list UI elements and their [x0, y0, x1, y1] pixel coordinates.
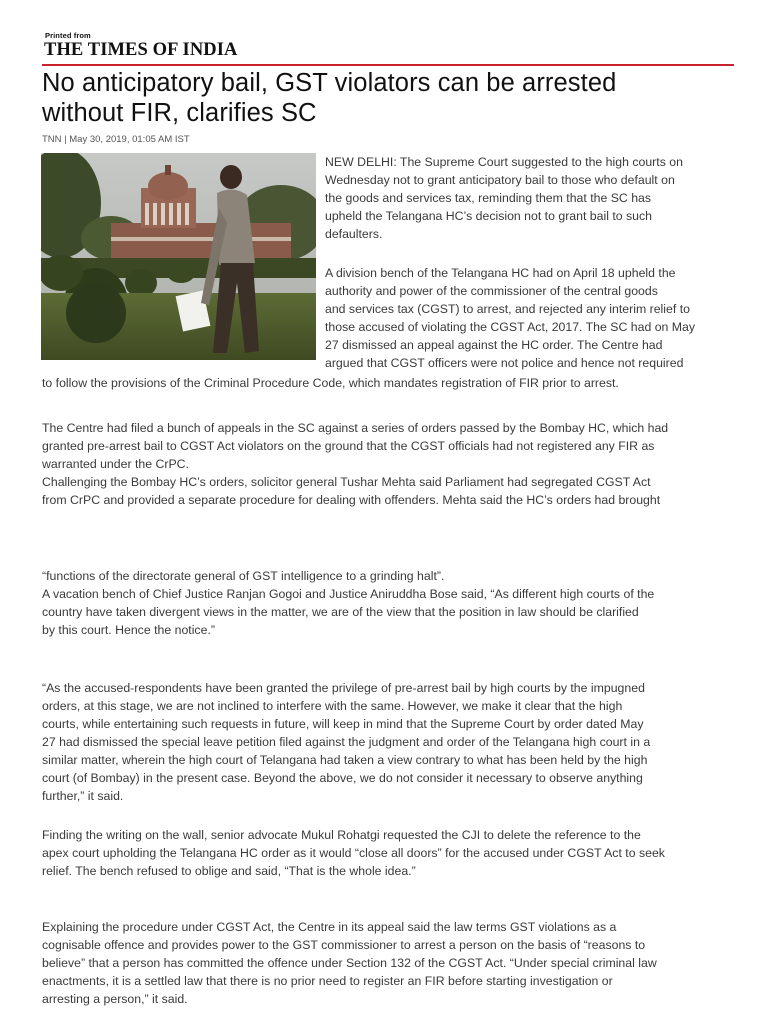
- text-line: from CrPC and provided a separate procedure for dealing with offenders. Mehta said the HC’s orders had brought: [42, 493, 661, 507]
- text-line: Challenging the Bombay HC’s orders, solicitor general Tushar Mehta said Parliament had segregated CGST Act: [42, 475, 651, 489]
- printed-from-label: Printed from: [45, 31, 91, 40]
- text-line: A vacation bench of Chief Justice Ranjan Gogoi and Justice Aniruddha Bose said, “As different high courts of the: [42, 587, 655, 601]
- text-line: cognisable offence and provides power to the GST commissioner to arrest a person on the basis of “reasons to: [42, 938, 646, 952]
- text-line: court (of Bombay) in the present case. Beyond the above, we do not consider it necessary to observe anything: [42, 771, 643, 785]
- paragraph-2: [325, 264, 730, 372]
- text-line: orders, at this stage, we are not inclined to interfere with the same. However, we make it clear that the high: [42, 699, 623, 713]
- text-line: 27 dismissed an appeal against the HC order. The Centre had: [325, 338, 663, 352]
- text-line: A division bench of the Telangana HC had on April 18 upheld the: [325, 266, 676, 280]
- headline-line: without FIR, clarifies SC: [42, 99, 317, 127]
- text-line: upheld the Telangana HC’s decision not to grant bail to such: [325, 209, 653, 223]
- text-line: apex court upholding the Telangana HC order as it would “close all doors” for the accused under CGST Act to seek: [42, 846, 665, 860]
- paragraph-7: [42, 918, 732, 1008]
- text-line: the goods and services tax, reminding them that the SC has: [325, 191, 652, 205]
- text-line: believe” that a person has committed the offence under Section 132 of the CGST Act. “Under special criminal law: [42, 956, 657, 970]
- text-line: courts, while entertaining such requests in future, will keep in mind that the Supreme Court by order dated May: [42, 717, 644, 731]
- text-line: similar matter, wherein the high court of Telangana had taken a view contrary to what has been held by the high: [42, 753, 648, 767]
- paragraph-4: [42, 567, 732, 639]
- text-line: “functions of the directorate general of GST intelligence to a grinding halt”.: [42, 569, 445, 583]
- paragraph-3: [42, 419, 732, 509]
- text-line: warranted under the CrPC.: [42, 457, 189, 471]
- header-rule: [42, 64, 734, 66]
- text-line: Wednesday not to grant anticipatory bail to those who default on: [325, 173, 675, 187]
- text-line: country have taken divergent views in the matter, we are of the view that the position in law should be clarified: [42, 605, 639, 619]
- text-line: Finding the writing on the wall, senior advocate Mukul Rohatgi requested the CJI to delete the reference to the: [42, 828, 641, 842]
- text-line: NEW DELHI: The Supreme Court suggested to the high courts on: [325, 155, 683, 169]
- headline-line: No anticipatory bail, GST violators can be arrested: [42, 69, 617, 97]
- text-line: relief. The bench refused to oblige and said, “That is the whole idea.”: [42, 864, 416, 878]
- text-line: and services tax (CGST) to arrest, and rejected any interim relief to: [325, 302, 690, 316]
- text-line: authority and power of the commissioner of the central goods: [325, 284, 658, 298]
- article-byline: TNN | May 30, 2019, 01:05 AM IST: [42, 134, 190, 145]
- text-line: to follow the provisions of the Criminal Procedure Code, which mandates registration of FIR prior to arrest.: [42, 376, 619, 390]
- article-headline: [42, 68, 742, 128]
- text-line: Explaining the procedure under CGST Act, the Centre in its appeal said the law terms GST violations as a: [42, 920, 617, 934]
- text-line: those accused of violating the CGST Act, 2017. The SC had on May: [325, 320, 696, 334]
- text-line: The Centre had filed a bunch of appeals in the SC against a series of orders passed by the Bombay HC, which had: [42, 421, 669, 435]
- article-photo: [41, 153, 316, 360]
- paragraph-6: [42, 826, 732, 880]
- text-line: defaulters.: [325, 227, 383, 241]
- paragraph-1: [325, 153, 730, 243]
- text-line: further,” it said.: [42, 789, 124, 803]
- paragraph-5: [42, 679, 732, 805]
- text-line: enactments, it is a settled law that there is no prior need to register an FIR before starting investigation or: [42, 974, 613, 988]
- text-line: arresting a person,” it said.: [42, 992, 188, 1006]
- text-line: by this court. Hence the notice.”: [42, 623, 215, 637]
- newspaper-masthead: THE TIMES OF INDIA: [44, 40, 238, 60]
- text-line: 27 had dismissed the special leave petition filed against the judgment and order of the Telangana high court in a: [42, 735, 651, 749]
- text-line: “As the accused-respondents have been granted the privilege of pre-arrest bail by high courts by the impugned: [42, 681, 645, 695]
- paragraph-2-continued: [42, 374, 732, 392]
- text-line: argued that CGST officers were not police and hence not required: [325, 356, 684, 370]
- text-line: granted pre-arrest bail to CGST Act violators on the ground that the CGST officials had not registered any FIR as: [42, 439, 655, 453]
